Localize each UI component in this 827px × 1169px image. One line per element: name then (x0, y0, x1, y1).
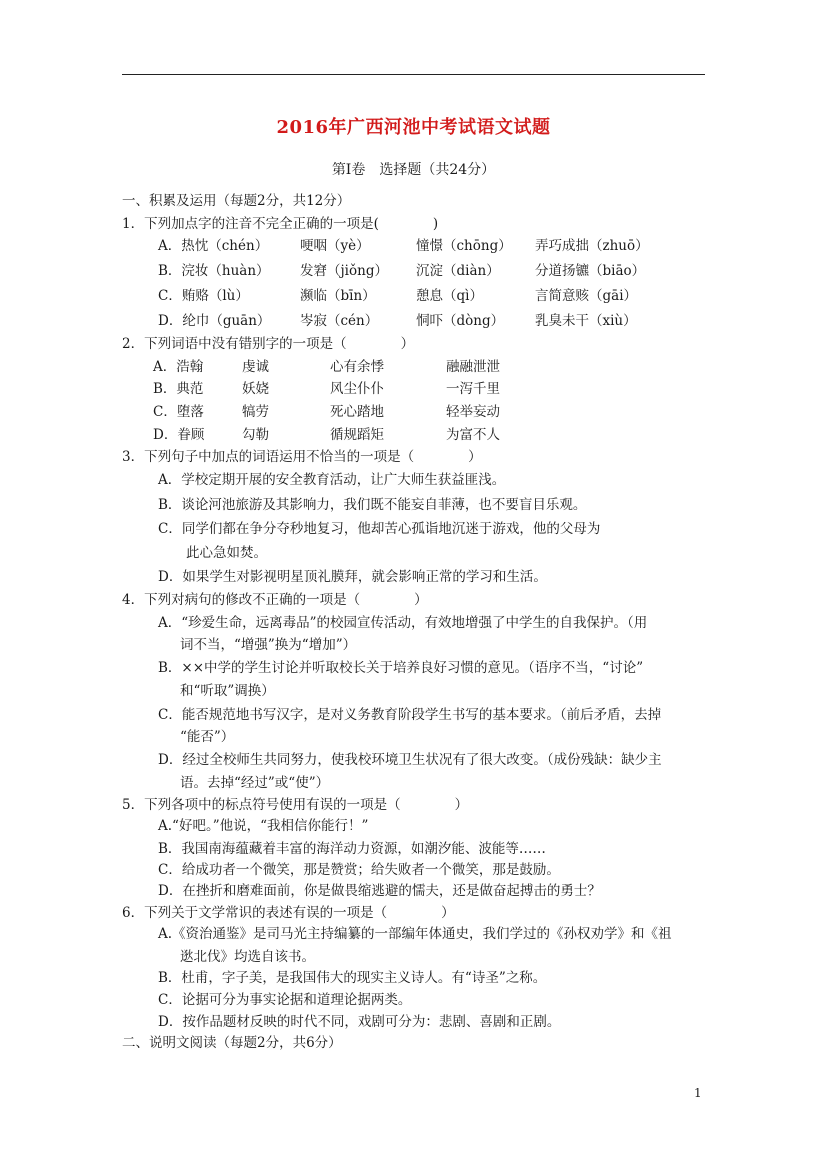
option-cell: D．眷顾 (153, 427, 205, 443)
option-d: D．按作品题材反映的时代不同，戏剧可分为：悲剧、喜剧和正剧。 (158, 1014, 561, 1030)
option-cell: 虔诚 (242, 359, 269, 375)
option-cell: 一泻千里 (446, 381, 500, 397)
page-number: 1 (694, 1086, 702, 1100)
option-d: D．经过全校师生共同努力，使我校环境卫生状况有了很大改变。（成份残缺：缺少主 (158, 752, 662, 768)
option-cell: 言简意赅（gāi） (535, 288, 638, 304)
option-b: B．××中学的学生讨论并听取校长关于培养良好习惯的意见。（语序不当，“讨论” (158, 660, 644, 676)
question-stem: 4．下列对病句的修改不正确的一项是（ ） (122, 592, 428, 608)
question-stem: 3．下列句子中加点的词语运用不恰当的一项是（ ） (122, 449, 482, 465)
option-a: A.“好吧。”他说，“我相信你能行！” (158, 818, 369, 834)
option-d: D．在挫折和磨难面前，你是做畏缩逃避的懦夫，还是做奋起搏击的勇士？ (158, 883, 601, 899)
page-title: 2016年广西河池中考试语文试题 (276, 117, 551, 138)
option-d-continued: 语。去掉“经过”或“使”） (180, 775, 330, 791)
option-a: A．“珍爱生命，远离毒品”的校园宣传活动，有效地增强了中学生的自我保护。（用 (158, 615, 648, 631)
option-cell: B．浣妆（huàn） (158, 263, 270, 279)
option-cell: C．堕落 (153, 404, 204, 420)
option-cell: 弄巧成拙（zhuō） (535, 238, 649, 254)
option-cell: 憩息（qì） (416, 288, 483, 304)
page-subtitle: 第Ⅰ卷 选择题（共24分） (331, 162, 496, 178)
section-heading: 一、积累及运用（每题2分，共12分） (122, 193, 351, 209)
option-cell: 哽咽（yè） (300, 238, 370, 254)
option-cell: 轻举妄动 (446, 404, 500, 420)
option-cell: 心有余悸 (330, 359, 384, 375)
option-b: B．我国南海蕴藏着丰富的海洋动力资源，如潮汐能、波能等…… (158, 841, 546, 857)
option-cell: A．热忱（chén） (158, 238, 269, 254)
option-b-continued: 和“听取”调换） (180, 683, 275, 699)
option-cell: 乳臭未干（xiù） (535, 313, 637, 329)
option-cell: 憧憬（chōng） (416, 238, 512, 254)
option-a-continued: 逖北伐》均选自该书。 (180, 949, 315, 965)
option-cell: 恫吓（dòng） (416, 313, 505, 329)
option-c: C．同学们都在争分夺秒地复习，他却苦心孤诣地沉迷于游戏，他的父母为 (158, 521, 601, 537)
question-stem: 5．下列各项中的标点符号使用有误的一项是（ ） (122, 797, 469, 813)
question-stem: 1．下列加点字的注音不完全正确的一项是( ) (122, 216, 439, 232)
option-b: B．谈论河池旅游及其影响力，我们既不能妄自菲薄，也不要盲目乐观。 (158, 497, 587, 513)
option-cell: 妖娆 (242, 381, 269, 397)
option-a: A．学校定期开展的安全教育活动，让广大师生获益匪浅。 (158, 472, 506, 488)
option-c: C．能否规范地书写汉字，是对义务教育阶段学生书写的基本要求。（前后矛盾，去掉 (158, 707, 662, 723)
option-cell: 沉淀（diàn） (416, 263, 500, 279)
option-c: C．给成功者一个微笑，那是赞赏；给失败者一个微笑，那是鼓励。 (158, 862, 560, 878)
option-cell: D．纶巾（guān） (158, 313, 271, 329)
option-cell: 融融泄泄 (446, 359, 500, 375)
option-d: D．如果学生对影视明星顶礼膜拜，就会影响正常的学习和生活。 (158, 569, 547, 585)
option-cell: 岑寂（cén） (300, 313, 379, 329)
question-stem: 6．下列关于文学常识的表述有误的一项是（ ） (122, 905, 455, 921)
option-cell: 勾勒 (242, 427, 269, 443)
option-cell: 犒劳 (242, 404, 269, 420)
option-cell: 循规蹈矩 (330, 427, 384, 443)
option-cell: 发窘（jiǒng） (300, 263, 388, 279)
option-a: A.《资治通鉴》是司马光主持编纂的一部编年体通史，我们学过的《孙权劝学》和《祖 (158, 926, 672, 942)
option-cell: 死心踏地 (330, 404, 384, 420)
option-cell: A．浩翰 (153, 359, 204, 375)
option-cell: C．贿赂（lù） (158, 288, 249, 304)
question-stem: 2．下列词语中没有错别字的一项是（ ） (122, 336, 415, 352)
option-cell: 为富不人 (446, 427, 500, 443)
option-c: C．论据可分为事实论据和道理论据两类。 (158, 992, 412, 1008)
option-cell: 风尘仆仆 (330, 381, 384, 397)
option-a-continued: 词不当，“增强”换为“增加”） (180, 637, 357, 653)
option-cell: B．典范 (153, 381, 204, 397)
option-b: B．杜甫，字子美，是我国伟大的现实主义诗人。有“诗圣”之称。 (158, 970, 547, 986)
header-rule (122, 74, 705, 75)
option-cell: 分道扬镳（biāo） (535, 263, 646, 279)
option-c-continued: 此心急如焚。 (186, 545, 267, 561)
section-heading: 二、说明文阅读（每题2分，共6分） (122, 1035, 342, 1051)
option-cell: 濒临（bīn） (300, 288, 376, 304)
option-c-continued: “能否”） (180, 729, 235, 745)
